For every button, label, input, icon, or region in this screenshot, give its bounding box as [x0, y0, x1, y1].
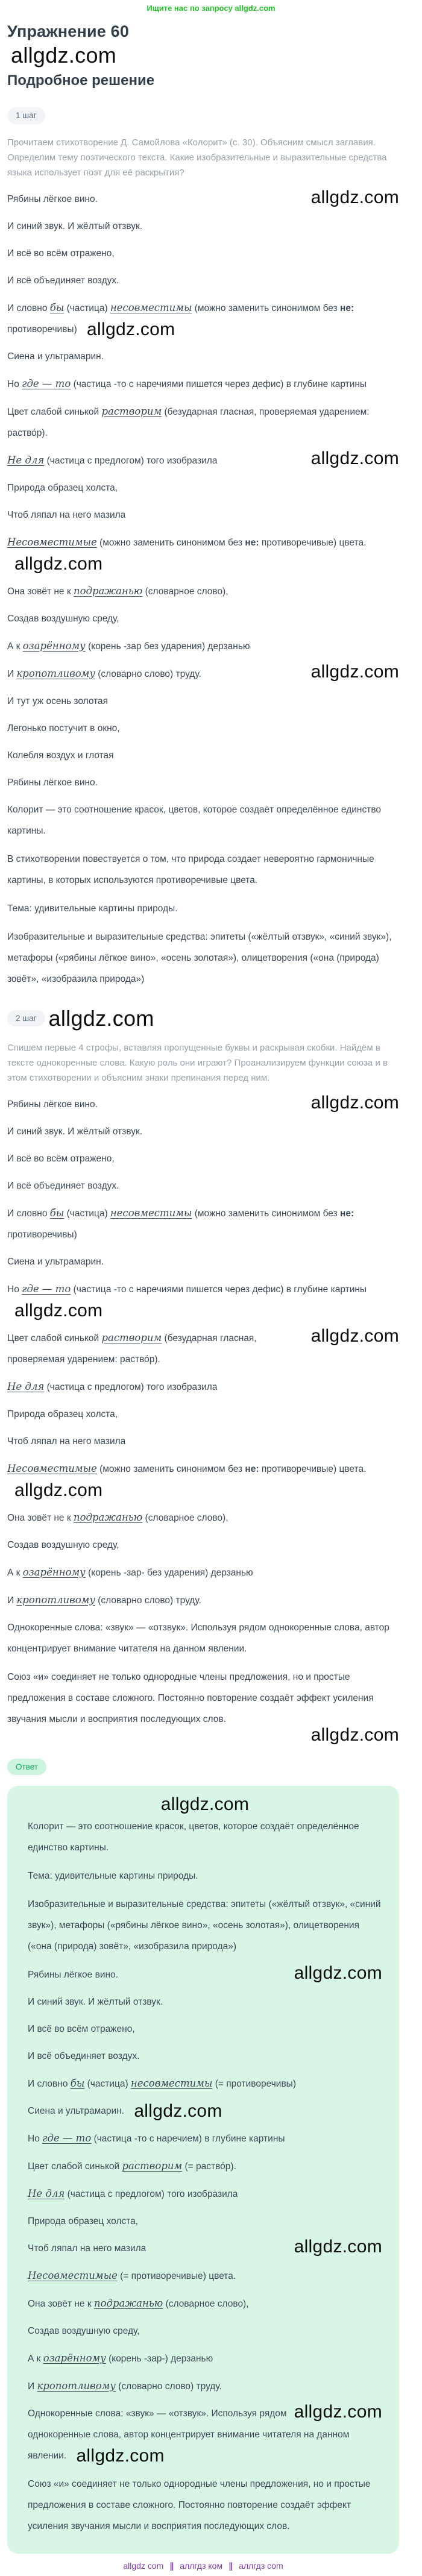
poem-line: И кропотливому (словарно слово) труду. — [7, 1594, 201, 1606]
badge-row — [7, 1759, 399, 1776]
bold-text: не: — [340, 1208, 354, 1219]
orthogram-word: озарённому — [43, 2352, 106, 2364]
step-badge: 2 шаг — [7, 1010, 45, 1027]
poem-line: allgdz.com Рябины лёгкое вино. — [28, 1963, 382, 1983]
poem-line: И синий звук. И жёлтый отзвук. — [7, 1126, 143, 1137]
orthogram-word: кропотливому — [16, 1594, 95, 1606]
bold-text: не: — [245, 1463, 259, 1474]
orthogram-word: растворим — [122, 2160, 183, 2172]
bold-text: не: — [340, 303, 354, 313]
poem-line: Но где — то (частица -то с наречием) в глубине картины — [28, 2132, 285, 2144]
analysis-paragraph: Колорит — это соотношение красок, цветов, которое создаёт определённое единство картины. — [7, 804, 381, 836]
poem-line: allgdz.com Не для (частица с предлогом) того изобразила — [7, 448, 399, 468]
poem-line: Она зовёт не к подражанью (словарное слово), — [28, 2298, 249, 2309]
step-badge: 1 шаг — [7, 107, 45, 124]
orthogram-word: Несовместимые — [7, 536, 97, 548]
orthogram-word: Несовместимые — [28, 2270, 118, 2281]
content — [0, 22, 422, 2571]
watermark: allgdz.com — [134, 2101, 222, 2121]
poem-line: Создав воздушную среду, — [28, 2326, 140, 2336]
poem-line: Чтоб ляпал на него мазила — [7, 1436, 126, 1447]
watermark: allgdz.com — [310, 448, 399, 468]
footer-link[interactable]: аллгдз ком — [180, 2561, 223, 2571]
watermark: allgdz.com — [14, 1480, 103, 1500]
watermark: allgdz.com — [160, 1794, 250, 1814]
poem-line: И словно бы (частица) несовместимы (можно заменить синонимом без не: противоречивы) allgdz.com — [7, 301, 354, 339]
solution-subtitle: Подробное решение — [7, 72, 155, 89]
poem-line: Несовместимые (можно заменить синонимом без не: противоречивые) цвета. allgdz.com — [7, 536, 367, 574]
analysis-paragraph: Тема: удивительные картины природы. — [28, 1871, 198, 1881]
poem-line: Не для (частица с предлогом) того изобразила — [28, 2188, 238, 2199]
orthogram-word: бы — [70, 2078, 85, 2089]
orthogram-word: озарённому — [22, 639, 86, 652]
watermark: allgdz.com — [310, 187, 399, 207]
watermark: allgdz.com — [76, 2446, 165, 2466]
poem-line: И всё во всём отражено, — [7, 1153, 115, 1164]
poem-line: И тут уж осень золотая — [7, 696, 109, 706]
orthogram-word: подражанью — [73, 585, 143, 597]
poem-line: Рябины лёгкое вино. — [7, 777, 98, 788]
footer-link[interactable]: allgdz com — [123, 2561, 164, 2571]
poem-line: А к озарённому (корень -зар-) дерзанью — [28, 2352, 213, 2364]
watermark: allgdz.com — [310, 661, 399, 682]
poem-line: Но где — то (частица -то с наречиями пишется через дефис) в глубине картины allgdz.com — [7, 1283, 367, 1321]
bold-text: не: — [245, 537, 259, 548]
analysis-paragraph: Однокоренные слова: «звук» — «отзвук». Используя рядом однокоренные слова, автор концентрирует внимание читателя на данном явлении. — [7, 1622, 389, 1654]
poem-line: Легонько постучит в окно, — [7, 723, 120, 734]
orthogram-word: подражанью — [73, 1511, 143, 1523]
orthogram-word: подражанью — [93, 2298, 163, 2309]
orthogram-word: кропотливому — [16, 667, 95, 679]
poem-line: allgdz.com Рябины лёгкое вино. — [7, 1092, 399, 1113]
poem-line: allgdz.com И кропотливому (словарно слово) труду. — [7, 661, 399, 682]
analysis-paragraph: Союз «и» соединяет не только однородные члены предложения, но и простые предложения в составе сложного. Постоянно повторение создаёт эффект усиления звучания мысли и восприятия последующих слов. — [7, 1671, 374, 1724]
poem-line: Несовместимые (можно заменить синонимом без не: противоречивые) цвета. allgdz.com — [7, 1462, 367, 1500]
analysis-paragraph: Союз «и» соединяет не только однородные члены предложения, но и простые предложения в составе сложного. Постоянно повторение создаёт эффект усиления звучания мысли и восприятия последующих слов. — [28, 2479, 371, 2531]
poem-line: И словно бы (частица) несовместимы (можно заменить синонимом без не: противоречивы) — [7, 1207, 354, 1240]
watermark: allgdz.com — [310, 1325, 399, 1346]
badge-row — [7, 107, 399, 124]
footer-link[interactable]: аллгдз com — [239, 2561, 283, 2571]
page-title: Упражнение 60 — [7, 22, 130, 40]
poem-line: Она зовёт не к подражанью (словарное слово), — [7, 585, 228, 597]
orthogram-word: где — то — [22, 1283, 71, 1295]
poem-line: Чтоб ляпал на него мазила — [7, 509, 126, 520]
poem-line: Она зовёт не к подражанью (словарное слово), — [7, 1511, 228, 1523]
poem-line: Не для (частица с предлогом) того изобразила — [7, 1380, 218, 1392]
analysis-paragraph: Изобразительные и выразительные средства: эпитеты («жёлтый отзвук», «синий звук»), метафоры («рябины лёгкое вино», «осень золотая»), олицетворения («она (природа) зовёт», «изобразила природа») — [7, 931, 392, 984]
watermark: allgdz.com — [14, 553, 103, 574]
analysis-paragraph: Изобразительные и выразительные средства: эпитеты («жёлтый отзвук», «синий звук»), метафоры («рябины лёгкое вино», «осень золотая»), олицетворения («она (природа) зовёт», «изобразила природа») — [28, 1899, 381, 1952]
orthogram-word: несовместимы — [130, 2078, 213, 2089]
footer-separator: ∥ — [228, 2561, 233, 2571]
orthogram-word: где — то — [22, 377, 71, 389]
orthogram-word: Не для — [7, 1380, 45, 1392]
orthogram-word: бы — [49, 301, 65, 313]
watermark: allgdz.com — [310, 1724, 399, 1745]
poem-line: И всё во всём отражено, — [28, 2024, 135, 2034]
analysis-paragraph: allgdz.com Однокоренные слова: «звук» — «отзвук». Используя рядом однокоренные слова, автор концентрирует внимание читателя на данном явлении. allgdz.com — [28, 2402, 382, 2466]
poem-line: И синий звук. И жёлтый отзвук. — [28, 1997, 163, 2007]
poem-line: allgdz.com Чтоб ляпал на него мазила — [28, 2237, 382, 2257]
poem-line: allgdz.com Цвет слабой синькой растворим (безударная гласная, проверяемая ударением: раство́р). — [7, 1325, 399, 1365]
poem-line: Природа образец холста, — [7, 1409, 118, 1419]
watermark-row — [28, 1795, 382, 1814]
poem-line: Но где — то (частица -то с наречиями пишется через дефис) в глубине картины — [7, 377, 367, 389]
orthogram-word: где — то — [42, 2132, 92, 2144]
orthogram-word: озарённому — [22, 1566, 86, 1578]
watermark: allgdz.com — [310, 1092, 399, 1113]
poem-line: Колебля воздух и глотая — [7, 750, 114, 761]
instruction-text: Спишем первые 4 строфы, вставляя пропущенные буквы и раскрывая скобки. Найдём в тексте однокоренные слова. Какую роль они играют? Проанализируем функции союза и в этом стихотворении и объясним знаки препинания перед ним. — [7, 1042, 388, 1083]
orthogram-word: кропотливому — [37, 2380, 116, 2392]
analysis-paragraph: Тема: удивительные картины природы. — [7, 903, 178, 914]
poem-line: И словно бы (частица) несовместимы (= противоречивы) — [28, 2078, 296, 2089]
poem-line: А к озарённому (корень -зар без ударения) дерзанью — [7, 639, 250, 652]
orthogram-word: несовместимы — [110, 301, 192, 313]
watermark: allgdz.com — [294, 2237, 382, 2257]
watermark: allgdz.com — [11, 43, 117, 68]
orthogram-word: бы — [49, 1207, 65, 1219]
top-search-link[interactable]: Ищите нас по запросу allgdz.com — [146, 4, 276, 13]
poem-line: Сиена и ультрамарин. allgdz.com — [28, 2101, 222, 2121]
poem-line: И синий звук. И жёлтый отзвук. — [7, 221, 143, 231]
watermark: allgdz.com — [294, 2402, 382, 2422]
orthogram-word: несовместимы — [110, 1207, 192, 1219]
solution-body — [7, 107, 399, 1775]
poem-line: Создав воздушную среду, — [7, 613, 119, 624]
footer-separator: ∥ — [169, 2561, 174, 2571]
poem-line: Создав воздушную среду, — [7, 1539, 119, 1550]
instruction-text: Прочитаем стихотворение Д. Самойлова «Колорит» (с. 30). Объясним смысл заглавия. Определим тему поэтического текста. Какие изобразительные и выразительные средства языка использует поэт для её раскрытия? — [7, 137, 387, 178]
answer-badge: Ответ — [7, 1759, 46, 1776]
watermark: allgdz.com — [294, 1963, 382, 1983]
watermark: allgdz.com — [87, 319, 175, 339]
answer-box — [7, 1786, 399, 2554]
watermark: allgdz.com — [48, 1005, 154, 1031]
poem-line: Цвет слабой синькой растворим (безударная гласная, проверяемая ударением: раство́р). — [7, 405, 370, 438]
poem-line: И всё во всём отражено, — [7, 248, 115, 259]
orthogram-word: Не для — [7, 454, 45, 466]
poem-line: И всё объединяет воздух. — [7, 275, 119, 286]
analysis-paragraph: Колорит — это соотношение красок, цветов, которое создаёт определённое единство картины. — [28, 1821, 359, 1853]
orthogram-word: растворим — [101, 1331, 162, 1343]
orthogram-word: Не для — [28, 2188, 65, 2199]
orthogram-word: Несовместимые — [7, 1462, 97, 1474]
orthogram-word: растворим — [101, 405, 162, 417]
poem-line: Природа образец холста, — [28, 2216, 139, 2226]
poem-line: Сиена и ультрамарин. — [7, 351, 104, 362]
poem-line: А к озарённому (корень -зар- без ударения) дерзанью — [7, 1566, 253, 1578]
watermark: allgdz.com — [14, 1300, 103, 1321]
poem-line: И всё объединяет воздух. — [7, 1180, 119, 1191]
poem-line: Природа образец холста, — [7, 482, 118, 493]
poem-line: Несовместимые (= противоречивые) цвета. — [28, 2270, 236, 2281]
poem-line: allgdz.com Рябины лёгкое вино. — [7, 187, 399, 207]
poem-line: Цвет слабой синькой растворим (= раство́р). — [28, 2160, 236, 2172]
badge-row — [7, 1005, 399, 1031]
footer-links — [7, 2561, 399, 2571]
analysis-paragraph: В стихотворении повествуется о том, что природа создает невероятно гармоничные картины, в которых используются противоречивые цвета. — [7, 853, 374, 885]
poem-line: Сиена и ультрамарин. — [7, 1256, 104, 1267]
poem-line: И кропотливому (словарно слово) труду. — [28, 2380, 222, 2392]
poem-line: И всё объединяет воздух. — [28, 2051, 140, 2061]
